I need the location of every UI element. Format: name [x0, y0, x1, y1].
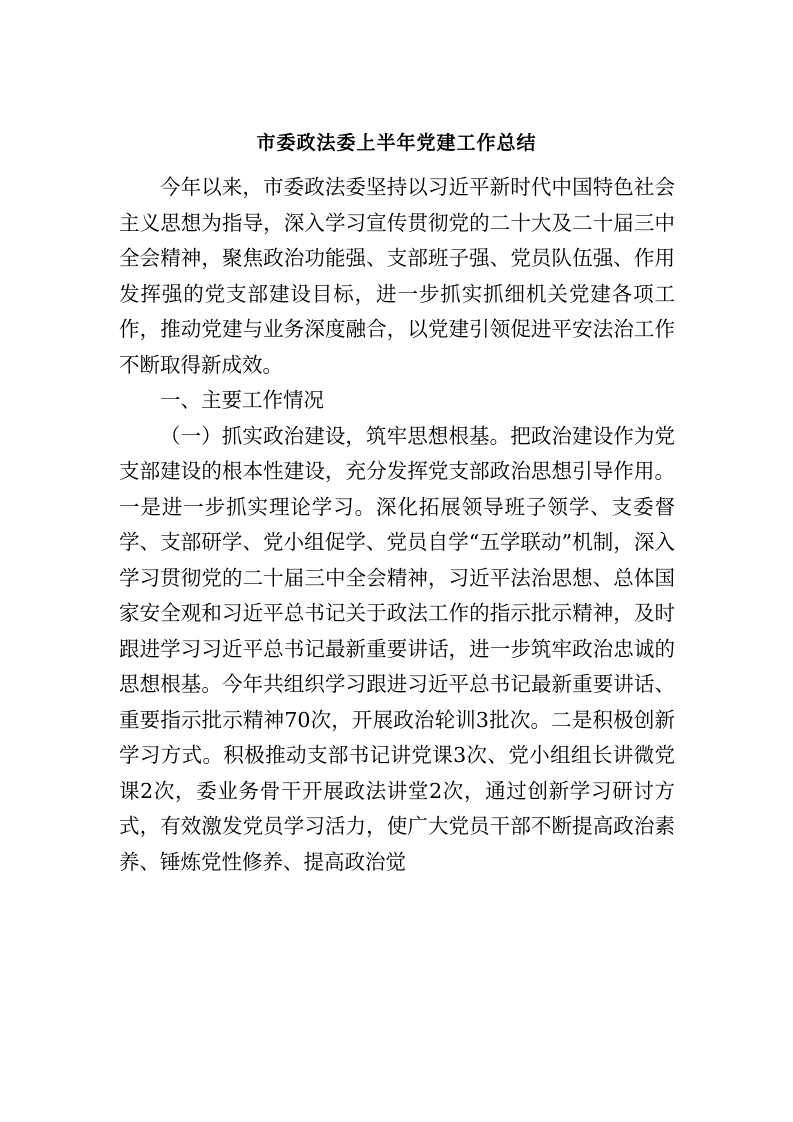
document-body	[119, 170, 675, 880]
intro-paragraph: 今年以来，市委政法委坚持以习近平新时代中国特色社会主义思想为指导，深入学习宣传贯彻党的二十大及二十届三中全会精神，聚焦政治功能强、支部班子强、党员队伍强、作用发挥强的党支部建设目标，进一步抓实抓细机关党建各项工作，推动党建与业务深度融合，以党建引领促进平安法治工作不断取得新成效。	[119, 175, 675, 377]
subsection-text: 把政治建设作为党支部建设的根本性建设，充分发挥党支部政治思想引导作用。一是进一步抓实理论学习。深化拓展领导班子领学、支委督学、支部研学、党小组促学、党员自学“五学联动”机制，深入学习贯彻党的二十届三中全会精神，习近平法治思想、总体国家安全观和习近平总书记关于政法工作的指示批示精神，及时跟进学习习近平总书记最新重要讲话，进一步筑牢政治忠诚的思想根基。今年共组织学习跟进习近平总书记最新重要讲话、重要指示批示精神70次，开展政治轮训3批次。二是积极创新学习方式。积极推动支部书记讲党课3次、党小组组长讲微党课2次，委业务骨干开展政法讲堂2次，通过创新学习研讨方式，有效激发党员学习活力，使广大党员干部不断提高政治素养、锤炼党性修养、提高政治觉	[119, 423, 676, 874]
subsection-heading: （一）抓实政治建设，筑牢思想根基。	[160, 423, 511, 448]
subsection-paragraph	[119, 419, 675, 881]
document-title: 市委政法委上半年党建工作总结	[256, 132, 537, 154]
section-heading: 一、主要工作情况	[160, 388, 324, 412]
